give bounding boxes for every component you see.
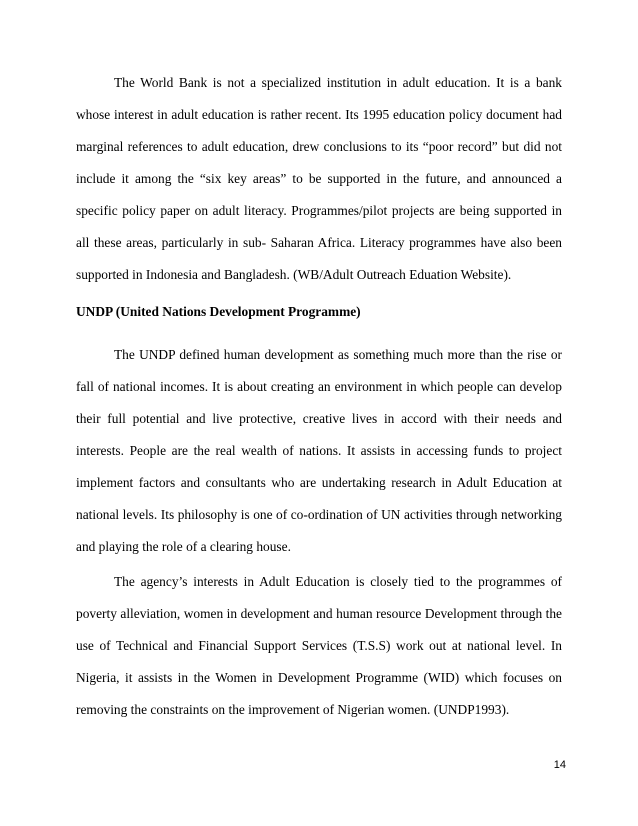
- page-number: 14: [553, 759, 566, 771]
- paragraph-undp-interests: The agency’s interests in Adult Education is closely tied to the programmes of poverty alleviation, women in development and human resource Development through the use of Technical and Financial Support Services (T.S.S) work out at national level. In Nigeria, it assists in the Women in Development Programme (WID) which focuses on removing the constraints on the improvement of Nigerian women. (UNDP1993).: [76, 574, 562, 717]
- undp-interests-section: [76, 566, 562, 726]
- world-bank-section: [76, 67, 562, 291]
- section-heading-undp: UNDP (United Nations Development Programme): [76, 304, 361, 319]
- undp-section: [76, 339, 562, 563]
- paragraph-world-bank: The World Bank is not a specialized institution in adult education. It is a bank whose interest in adult education is rather recent. Its 1995 education policy document had marginal references to adult education, drew conclusions to its “poor record” but did not include it among the “six key areas” to be supported in the future, and announced a specific policy paper on adult literacy. Programmes/pilot projects are being supported in all these areas, particularly in sub- Saharan Africa. Literacy programmes have also been supported in Indonesia and Bangladesh. (WB/Adult Outreach Eduation Website).: [76, 75, 562, 282]
- paragraph-undp-definition: The UNDP defined human development as something much more than the rise or fall of national incomes. It is about creating an environment in which people can develop their full potential and live protective, creative lives in accord with their needs and interests. People are the real wealth of nations. It assists in accessing funds to project implement factors and consultants who are undertaking research in Adult Education at national levels. Its philosophy is one of co-ordination of UN activities through networking and playing the role of a clearing house.: [76, 347, 562, 554]
